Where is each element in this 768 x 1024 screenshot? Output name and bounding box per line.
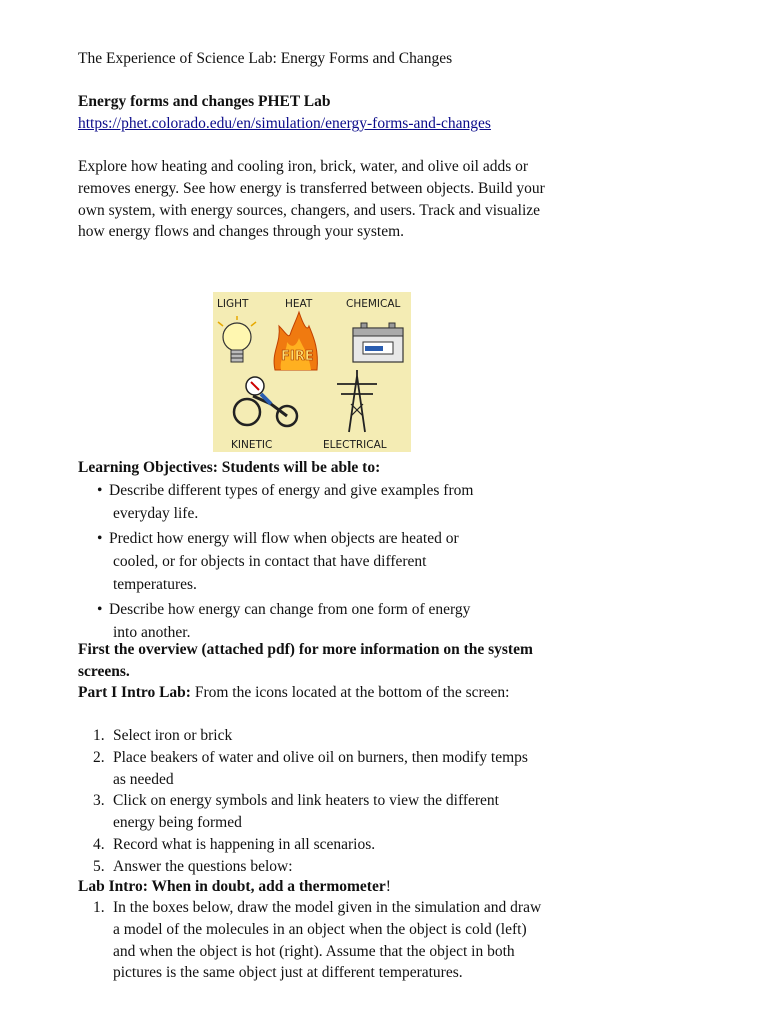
part1-label: Part I Intro Lab:	[78, 684, 191, 701]
part1-steps-list	[93, 725, 533, 878]
list-item	[93, 834, 533, 856]
bullet-glyph: •	[97, 482, 103, 499]
list-item	[97, 479, 547, 525]
step-number: 5.	[93, 857, 105, 875]
objective-line: Describe how energy can change from one form of energy	[109, 601, 471, 618]
battery-icon	[353, 323, 403, 362]
objectives-list	[97, 479, 547, 646]
electrical-label: ELECTRICAL	[323, 439, 387, 451]
part1-text: From the icons located at the bottom of the screen:	[190, 684, 510, 701]
phet-simulation-link[interactable]: https://phet.colorado.edu/en/simulation/energy-forms-and-changes	[78, 115, 491, 132]
step-number: 2.	[93, 748, 105, 766]
objective-line: Describe different types of energy and give examples from	[109, 482, 474, 499]
step-text: Record what is happening in all scenarios.	[113, 835, 376, 853]
light-label: LIGHT	[217, 298, 249, 310]
document-title: The Experience of Science Lab: Energy Forms and Changes	[78, 50, 453, 67]
list-item	[93, 856, 533, 878]
list-item	[97, 527, 547, 596]
step-number: 3.	[93, 792, 105, 810]
light-bulb-icon	[218, 316, 256, 362]
cyclist-icon	[234, 377, 297, 426]
bullet-glyph: •	[97, 601, 103, 618]
bullet-glyph: •	[97, 530, 103, 547]
step-text: Click on energy symbols and link heaters to view the different energy being formed	[113, 792, 499, 832]
fire-text: FIRE	[281, 349, 314, 364]
kinetic-label: KINETIC	[231, 439, 273, 451]
step-number: 1.	[93, 899, 105, 916]
power-tower-icon	[337, 370, 377, 432]
objective-line: Predict how energy will flow when objects are heated or	[109, 530, 459, 547]
lab-intro-label: Lab Intro: When in doubt, add a thermometer	[78, 878, 386, 895]
heat-label: HEAT	[285, 298, 313, 310]
fire-icon	[274, 312, 317, 370]
step-text: Answer the questions below:	[113, 857, 293, 875]
step-number: 1.	[93, 727, 105, 744]
objective-line-cont: everyday life.	[113, 505, 199, 522]
list-item	[93, 897, 543, 984]
step-number: 4.	[93, 835, 105, 853]
chemical-label: CHEMICAL	[346, 298, 401, 310]
section-heading: Energy forms and changes PHET Lab	[78, 93, 331, 110]
objective-line-cont: cooled, or for objects in contact that have different temperatures.	[113, 553, 427, 593]
energy-forms-svg	[213, 292, 411, 452]
lab-intro-heading	[78, 876, 391, 898]
overview-note: First the overview (attached pdf) for more information on the system screens.	[78, 641, 533, 680]
list-item	[93, 725, 533, 747]
step-text: In the boxes below, draw the model given in the simulation and draw a model of the molecules in an object when the object is cold (left) and when the object is hot (right). Assume that the object in both pictures is the same object just at different temperatures.	[113, 899, 542, 982]
lab-intro-exclaim: !	[385, 878, 391, 895]
lab-intro-steps-list	[93, 897, 543, 984]
objectives-heading: Learning Objectives: Students will be able to:	[78, 459, 381, 476]
list-item	[93, 790, 533, 834]
step-text: Place beakers of water and olive oil on burners, then modify temps as needed	[113, 748, 528, 788]
list-item	[97, 598, 547, 644]
list-item	[93, 747, 533, 791]
objective-line-cont: into another.	[113, 624, 191, 641]
intro-paragraph: Explore how heating and cooling iron, brick, water, and olive oil adds or removes energy. See how energy is transferred between objects. Build your own system, with energy sources, changers, and users. Track and visualize how energy flows and changes through your system.	[78, 158, 545, 241]
step-text: Select iron or brick	[113, 727, 233, 744]
energy-forms-illustration	[213, 292, 411, 452]
part1-intro	[78, 682, 538, 704]
